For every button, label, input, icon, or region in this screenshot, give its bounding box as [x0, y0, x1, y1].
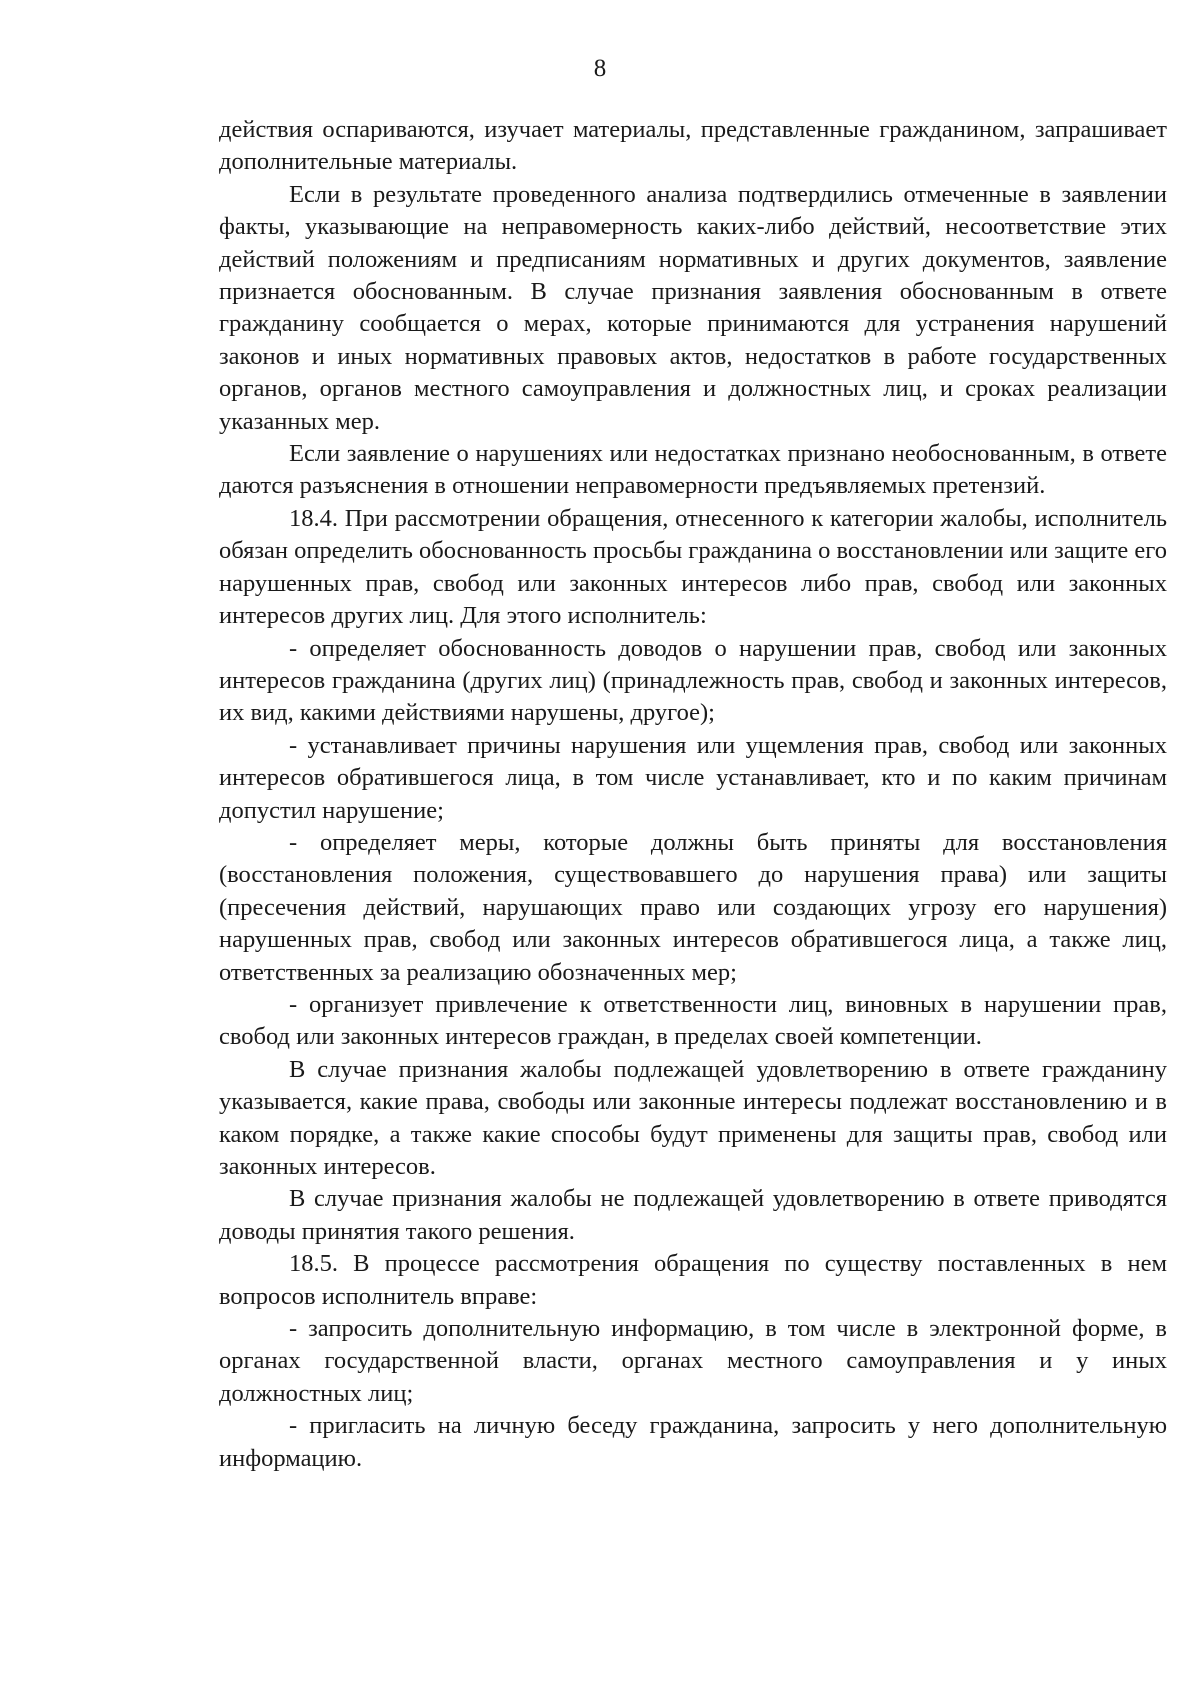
paragraph: Если заявление о нарушениях или недостатках признано необоснованным, в ответе даются разъяснения в отношении неправомерности предъявляемых претензий. [219, 440, 1167, 500]
list-item: - определяет меры, которые должны быть приняты для восстановления (восстановления положения, существовавшего до нарушения права) или защиты (пресечения действий, нарушающих право или создающих угрозу его нарушения) нарушенных прав, свобод или законных интересов обратившегося лица, а также лиц, ответственных за реализацию обозначенных мер; [219, 828, 1167, 986]
list-item: - запросить дополнительную информацию, в том числе в электронной форме, в органах государственной власти, органах местного самоуправления и у иных должностных лиц; [219, 1315, 1167, 1407]
paragraph: 18.5. В процессе рассмотрения обращения по существу поставленных в нем вопросов исполнитель вправе: [219, 1250, 1167, 1310]
paragraph: Если в результате проведенного анализа подтвердились отмеченные в заявлении факты, указывающие на неправомерность каких-либо действий, несоответствие этих действий положениям и предписаниям нормативных и других документов, заявление признается обоснованным. В случае признания заявления обоснованным в ответе гражданину сообщается о мерах, которые принимаются для устранения нарушений законов и иных нормативных правовых актов, недостатков в работе государственных органов, органов местного самоуправления и должностных лиц, и сроках реализации указанных мер. [219, 180, 1167, 435]
list-item: - определяет обоснованность доводов о нарушении прав, свобод или законных интересов гражданина (других лиц) (принадлежность прав, свобод и законных интересов, их вид, какими действиями нарушены, другое); [219, 634, 1167, 727]
paragraph: В случае признания жалобы подлежащей удовлетворению в ответе гражданину указывается, какие права, свободы или законные интересы подлежат восстановлению и в каком порядке, а также какие способы будут применены для защиты прав, свобод или законных интересов. [219, 1055, 1167, 1180]
list-item: - пригласить на личную беседу гражданина, запросить у него дополнительную информацию. [219, 1412, 1167, 1472]
page-number: 8 [593, 55, 607, 82]
list-item: - устанавливает причины нарушения или ущемления прав, свобод или законных интересов обратившегося лица, в том числе устанавливает, кто и по каким причинам допустил нарушение; [219, 731, 1167, 824]
document-body [219, 114, 1167, 1475]
paragraph: действия оспариваются, изучает материалы, представленные гражданином, запрашивает дополнительные материалы. [219, 116, 1167, 176]
paragraph: 18.4. При рассмотрении обращения, отнесенного к категории жалобы, исполнитель обязан определить обоснованность просьбы гражданина о восстановлении или защите его нарушенных прав, свобод или законных интересов либо прав, свобод или законных интересов других лиц. Для этого исполнитель: [219, 504, 1167, 630]
list-item: - организует привлечение к ответственности лиц, виновных в нарушении прав, свобод или законных интересов граждан, в пределах своей компетенции. [219, 990, 1167, 1051]
paragraph: В случае признания жалобы не подлежащей удовлетворению в ответе приводятся доводы принятия такого решения. [219, 1185, 1167, 1245]
